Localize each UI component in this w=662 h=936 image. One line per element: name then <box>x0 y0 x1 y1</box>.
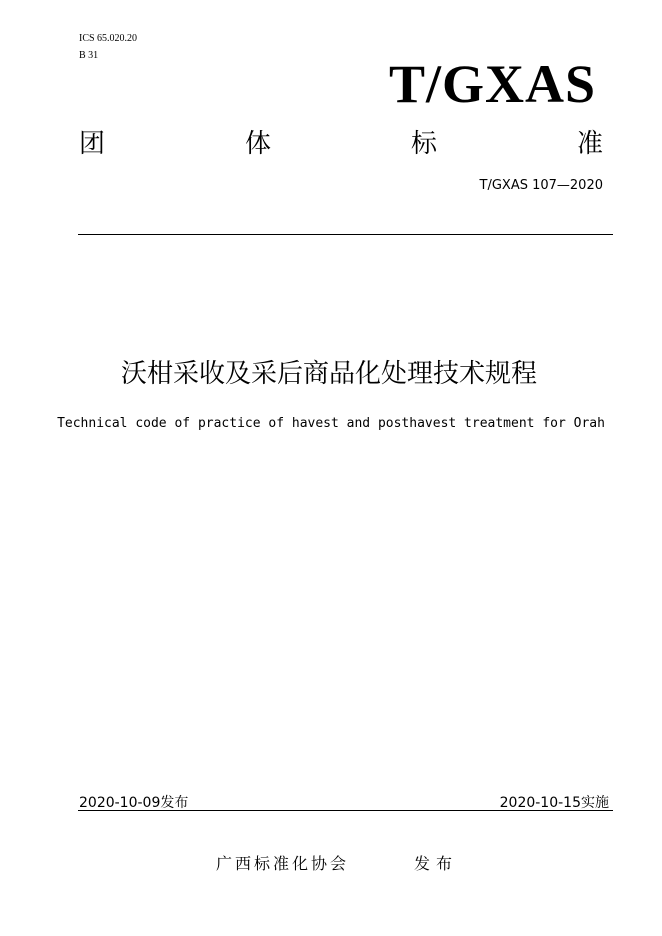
ics-code: ICS 65.020.20 <box>79 33 138 44</box>
title-chinese <box>0 356 662 392</box>
top-divider <box>78 234 613 235</box>
standard-type-char: 团 <box>79 129 106 159</box>
standard-type-char: 准 <box>576 129 603 159</box>
standard-type-char: 标 <box>410 129 437 159</box>
publish-label: 发布 <box>414 854 459 873</box>
implementation-date: 2020-10-15实施 <box>499 795 609 811</box>
standard-type <box>79 127 603 161</box>
publisher-name: 广西标准化协会 <box>216 854 350 873</box>
bottom-divider <box>78 810 613 811</box>
standard-type-char: 体 <box>244 129 271 159</box>
issue-date: 2020-10-09发布 <box>79 795 189 811</box>
title-english: Technical code of practice of havest and posthavest treatment for Orah <box>57 416 605 431</box>
title-chinese-text: 沃柑采收及采后商品化处理技术规程 <box>120 359 537 389</box>
ccs-code: B 31 <box>79 50 99 61</box>
standard-number: T/GXAS 107—2020 <box>479 178 603 193</box>
standard-brand: T/GXAS <box>388 54 596 114</box>
